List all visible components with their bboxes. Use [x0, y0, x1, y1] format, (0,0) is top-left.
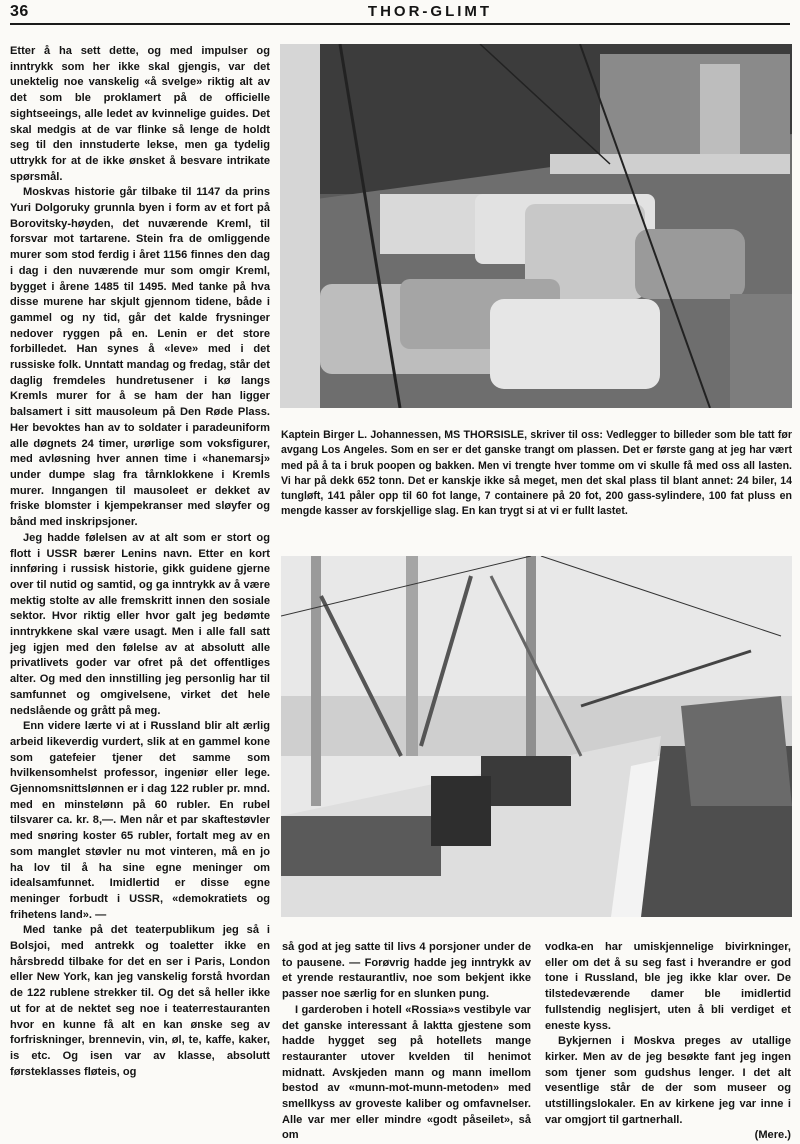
page-number: 36: [10, 3, 29, 20]
paragraph: Jeg hadde følelsen av at alt som er stort og flott i USSR bærer Lenins navn. Etter en kort innføring i russisk historie, gikk guidene gjerne over til nutid og samtid, og ga inntrykk av å være mektig stolte av alle fremskritt innen den sosiale sektor. Hvor riktig eller hvor galt jeg bedømte inntrykkene skal være usagt. Men i alle fall satt jeg igjen med den følelse av at absolutt alle privatlivets goder var ofret på det offentliges alter. Og med den innstilling jeg personlig har til samfunnet og omgivelsene, virket det hele nedslående og grått på meg.: [10, 531, 270, 717]
paragraph: Enn videre lærte vi at i Russland blir alt ærlig arbeid likeverdig vurdert, slik at en gammel kone som gatefeier tjener det samme som hvilkensomhelst professor, ingeniør eller lege. Gjennomsnittslønnen er i dag 122 rubler pr. mnd. med en minstelønn på 60 rubler. En rubel tilsvarer ca. kr. 8,—. Men når et par skaftestøvler med snøring koster 65 rubler, fortalt meg av en som manglet støvler nu mot vinteren, må en jo ha lov til å ha sine egne meninger om idealsamfunnet. Imidlertid er disse egne meninger forbudt i USSR, «demokratiets og frihetens land». —: [10, 720, 270, 921]
article-column-2: [282, 940, 531, 1144]
photo-ship-at-dock: [281, 556, 792, 917]
header-rule: [10, 23, 790, 25]
article-column-3: [545, 940, 791, 1144]
photo-caption: [281, 428, 792, 520]
article-column-1: [10, 44, 270, 1080]
continued-note: (Mere.): [754, 1129, 791, 1142]
page-header: [0, 0, 800, 26]
paragraph: Med tanke på det teaterpublikum jeg så i Bolsjoi, med antrekk og toaletter ikke en hårsbredd tilbake for det en ser i Paris, London eller New York, kan jeg vanskelig forstå hvordan de 122 rublene strekker til. Og det så heller ikke ut for at de nektet seg noe i teaterrestauranten hvor en kunne få alt en kan ønske seg av forfriskninger, brennevin, vin, øl, te, kaffe, kaker, is etc. Og isen var av klasse, absolutt førsteklasses fløteis, og: [10, 924, 270, 1078]
paragraph: så god at jeg satte til livs 4 porsjoner under de to pausene. — Forøvrig hadde jeg inntrykk av et yrende restaurantliv, noe som bekjent ikke passer noe særlig for en slunken pung.: [282, 941, 531, 1001]
caption-text: Kaptein Birger L. Johannessen, MS THORSISLE, skriver til oss: Vedlegger to billeder som ble tatt før avgang Los Angeles. Som en ser er det ganske trangt om plassen. Det er første gang at jeg har vært med på å ta i bruk poopen og bakken. Men vi trengte hver tomme om vi skulle få med oss all lasten. Vi har på dekk 652 tonn. Det er kanskje ikke så meget, men det skal plass til blant annet: 24 biler, 14 tungløft, 141 påler opp til 60 fot lange, 7 containere på 20 fot, 200 gass-sylindere, 100 fat pluss en mengde kasser av forskjellige slag. En kan trygt si at vi er fullt lastet.: [281, 429, 792, 518]
photo-cars-on-deck: [280, 44, 792, 408]
paragraph: Bykjernen i Moskva preges av utallige kirker. Men av de jeg besøkte fant jeg ingen som tjener som gudshus lenger. I det alt vesentlige står de der som museer og utstillingslokaler. En av kirkene jeg var inne i var omgjort til gartnerhall.: [545, 1035, 791, 1126]
paragraph: Etter å ha sett dette, og med impulser og inntrykk som her ikke skal gjengis, var det unektelig noe vanskelig «å svelge» riktig alt av det som ble proklamert på de officielle sightseeings, alle ledet av kvinnelige guides. Det skal medgis at de var flinke så lenge de holdt seg til den innstuderte lekse, men ga tydelig uttrykk for at de ikke ønsket å besvare intrikate spørsmål.: [10, 45, 270, 183]
paragraph: I garderoben i hotell «Rossia»s vestibyle var det ganske interessant å laktta gjestene som hadde hygget seg på hotellets mange restauranter utover kvelden til henimot midnatt. Avskjeden mann og mann imellom bestod av «munn-mot-munn-metoden» med smellkyss av groveste kaliber og omfavnelser. Alle var mer eller mindre «godt påseilet», så om: [282, 1003, 531, 1142]
paragraph: vodka-en har umiskjennelige bivirkninger, eller om det å su seg fast i hverandre er god tone i Russland, ble jeg ikke klar over. De tilstedeværende damer ble imidlertid fullstendig neglisjert, uten å bli verdiget et eneste kyss.: [545, 941, 791, 1032]
paragraph: Moskvas historie går tilbake til 1147 da prins Yuri Dolgoruky grunnla byen i form av et fort på Borovitsky-høyden, det nuværende Kreml, til forsvar mot tartarene. Stein fra de omliggende murer som stod ferdig i året 1156 finnes den dag i dag i den nuværende mur som omgir Kreml, bygget i årene 1485 til 1495. Med tanke på hva disse murene har skjult gjennom tidene, både i gammel og ny tid, går det kalde frysninger nedover ryggen på en. Lenin er det store forbilledet. Han synes å «leve» med i det russiske folk. Unntatt mandag og fredag, står det daglig fremdeles hundretusener i kø langs Kremls murer for å se ham der han ligger balsamert i sitt mausoleum på Den Røde Plass. Her bevoktes han av to soldater i paradeuniform alle døgnets 24 timer, urørlige som voksfigurer, med avløsning hver annen time i «hanemarsj» under dumpe slag fra tårnklokkene i Kremls murer. Inngangen til mausoleet er dekket av friske blomster i kjempekranser med sløyfer og bånd med inskripsjoner.: [10, 186, 270, 529]
running-title: THOR-GLIMT: [367, 3, 493, 20]
